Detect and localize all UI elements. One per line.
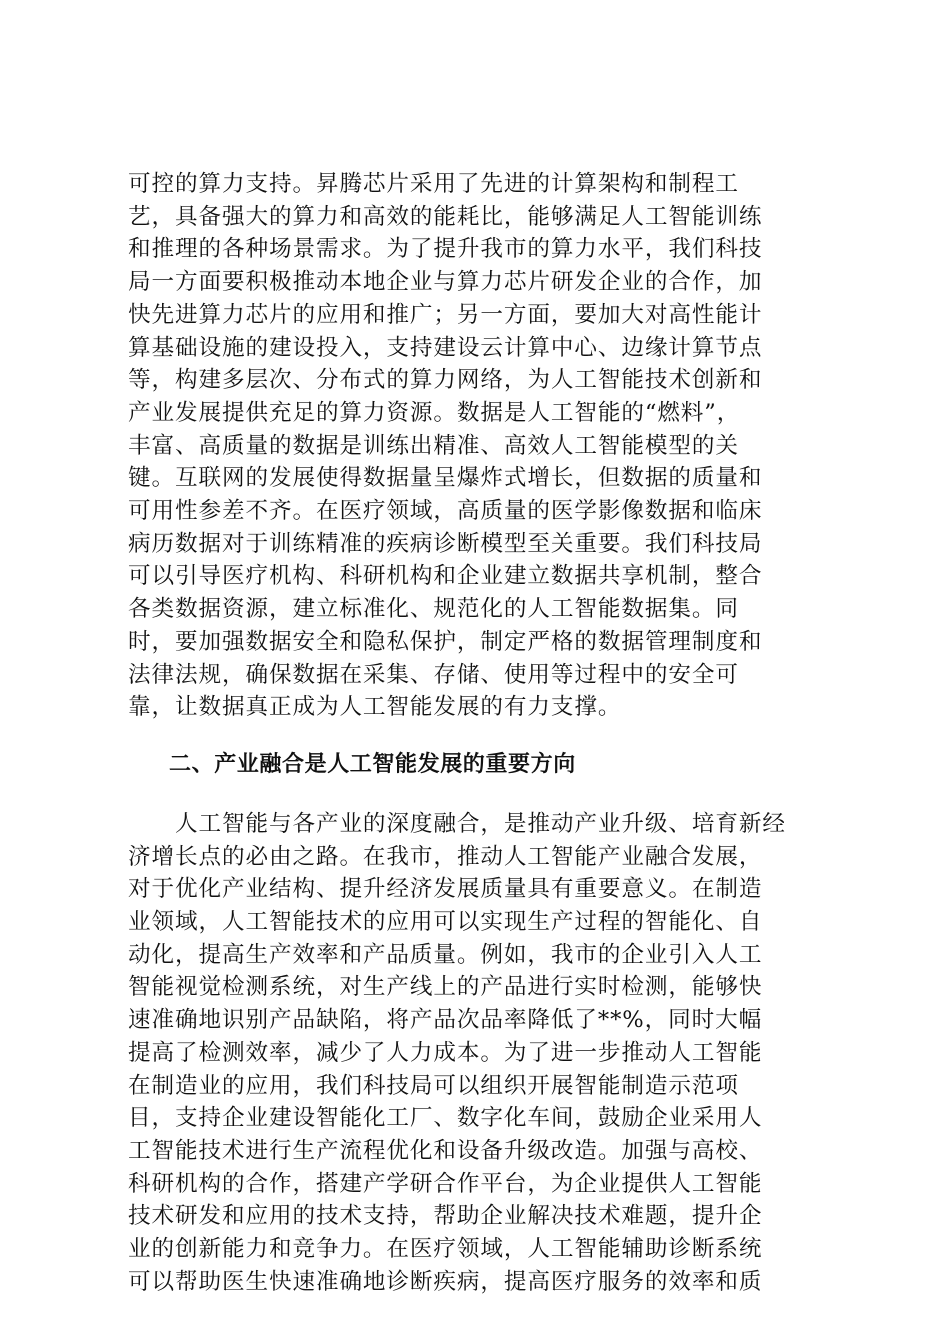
text-line: 目，支持企业建设智能化工厂、数字化车间，鼓励企业采用人 — [128, 1105, 763, 1132]
body-paragraph — [128, 808, 828, 1299]
text-line: 速准确地识别产品缺陷，将产品次品率降低了**%，同时大幅 — [128, 1007, 763, 1034]
text-line: 业的创新能力和竞争力。在医疗领域，人工智能辅助诊断系统 — [128, 1236, 763, 1263]
text-line: 可用性参差不齐。在医疗领域，高质量的医学影像数据和临床 — [128, 498, 763, 525]
text-line: 对于优化产业结构、提升经济发展质量具有重要意义。在制造 — [128, 876, 763, 903]
body-paragraph — [128, 168, 828, 724]
document-page — [128, 168, 828, 1299]
text-line: 济增长点的必由之路。在我市，推动人工智能产业融合发展， — [128, 843, 763, 870]
text-line: 快先进算力芯片的应用和推广；另一方面，要加大对高性能计 — [128, 301, 763, 328]
text-line: 可以帮助医生快速准确地诊断疾病，提高医疗服务的效率和质 — [128, 1268, 763, 1295]
text-line: 算基础设施的建设投入，支持建设云计算中心、边缘计算节点 — [128, 334, 763, 361]
text-line: 智能视觉检测系统，对生产线上的产品进行实时检测，能够快 — [128, 974, 763, 1001]
text-line: 和推理的各种场景需求。为了提升我市的算力水平，我们科技 — [128, 236, 763, 263]
text-line: 业领域，人工智能技术的应用可以实现生产过程的智能化、自 — [128, 909, 763, 936]
text-line: 局一方面要积极推动本地企业与算力芯片研发企业的合作，加 — [128, 269, 763, 296]
section-heading: 二、产业融合是人工智能发展的重要方向 — [169, 751, 576, 777]
text-line: 等，构建多层次、分布式的算力网络，为人工智能技术创新和 — [128, 367, 763, 394]
text-line: 科研机构的合作，搭建产学研合作平台，为企业提供人工智能 — [128, 1170, 763, 1197]
text-line: 提高了检测效率，减少了人力成本。为了进一步推动人工智能 — [128, 1039, 763, 1066]
text-line: 法律法规，确保数据在采集、存储、使用等过程中的安全可 — [128, 661, 739, 688]
text-line: 时，要加强数据安全和隐私保护，制定严格的数据管理制度和 — [128, 628, 763, 655]
text-line: 键。互联网的发展使得数据量呈爆炸式增长，但数据的质量和 — [128, 465, 763, 492]
text-line: 靠，让数据真正成为人工智能发展的有力支撑。 — [128, 694, 622, 721]
text-line: 病历数据对于训练精准的疾病诊断模型至关重要。我们科技局 — [128, 530, 763, 557]
text-line: 人工智能与各产业的深度融合，是推动产业升级、培育新经 — [128, 810, 786, 837]
text-line: 丰富、高质量的数据是训练出精准、高效人工智能模型的关 — [128, 432, 739, 459]
text-line: 产业发展提供充足的算力资源。数据是人工智能的“燃料”， — [128, 399, 741, 426]
text-line: 可控的算力支持。昇腾芯片采用了先进的计算架构和制程工 — [128, 171, 739, 197]
text-line: 动化，提高生产效率和产品质量。例如，我市的企业引入人工 — [128, 941, 763, 968]
text-line: 在制造业的应用，我们科技局可以组织开展智能制造示范项 — [128, 1072, 739, 1099]
text-line: 技术研发和应用的技术支持，帮助企业解决技术难题，提升企 — [128, 1203, 763, 1230]
text-line: 工智能技术进行生产流程优化和设备升级改造。加强与高校、 — [128, 1137, 763, 1164]
text-line: 艺，具备强大的算力和高效的能耗比，能够满足人工智能训练 — [128, 203, 763, 230]
text-line: 各类数据资源，建立标准化、规范化的人工智能数据集。同 — [128, 596, 739, 623]
text-line: 可以引导医疗机构、科研机构和企业建立数据共享机制，整合 — [128, 563, 763, 590]
